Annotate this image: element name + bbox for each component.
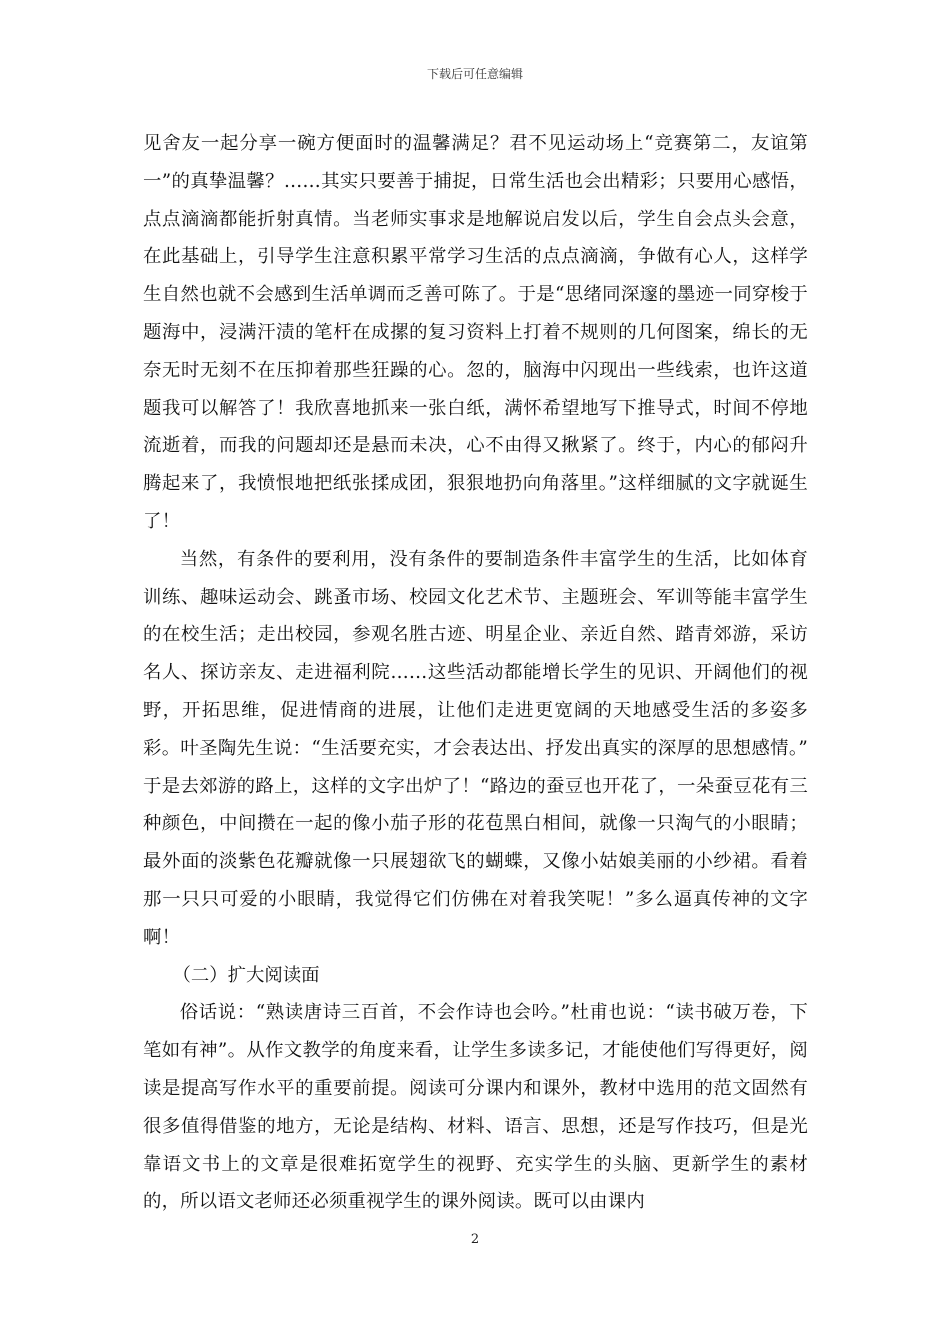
page-header: 下载后可任意编辑 bbox=[426, 67, 523, 81]
paragraph-reading: 俗话说：“熟读唐诗三百首，不会作诗也会吟。”杜甫也说：“读书破万卷，下笔如有神”。从作文教学的角度来看，让学生多读多记，才能使他们写得更好，阅读是提高写作水平的重要前提。阅读可分课内和课外，教材中选用的范文固然有很多值得借鉴的地方，无论是结构、材料、语言、思想，还是写作技巧，但是光靠语文书上的文章是很难拓宽学生的视野、充实学生的头脑、更新学生的素材的，所以语文老师还必须重视学生的课外阅读。既可以由课内 bbox=[143, 1002, 808, 1213]
document-body bbox=[143, 125, 808, 1221]
paragraph-continued: 见舍友一起分享一碗方便面时的温馨满足？君不见运动场上“竞赛第二，友谊第一”的真挚温馨？……其实只要善于捕捉，日常生活也会出精彩；只要用心感悟，点点滴滴都能折射真情。当老师实事求是地解说启发以后，学生自会点头会意，在此基础上，引导学生注意积累平常学习生活的点点滴滴，争做有心人，这样学生自然也就不会感到生活单调而乏善可陈了。于是“思绪同深邃的墨迹一同穿梭于题海中，浸满汗渍的笔杆在成摞的复习资料上打着不规则的几何图案，绵长的无奈无时无刻不在压抑着那些狂躁的心。忽的，脑海中闪现出一些线索，也许这道题我可以解答了！我欣喜地抓来一张白纸，满怀希望地写下推导式，时间不停地流逝着，而我的问题却还是悬而未决，心不由得又揪紧了。终于，内心的郁闷升腾起来了，我愤恨地把纸张揉成团，狠狠地扔向角落里。”这样细腻的文字就诞生了！ bbox=[143, 133, 808, 532]
section-heading: （二）扩大阅读面 bbox=[172, 964, 320, 986]
paragraph-enrich-life: 当然，有条件的要利用，没有条件的要制造条件丰富学生的生活，比如体育训练、趣味运动会、跳蚤市场、校园文化艺术节、主题班会、军训等能丰富学生的在校生活；走出校园，参观名胜古迹、明星企业、亲近自然、踏青郊游，采访名人、探访亲友、走进福利院……这些活动都能增长学生的见识、开阔他们的视野，开拓思维，促进情商的进展，让他们走进更宽阔的天地感受生活的多姿多彩。叶圣陶先生说：“生活要充实，才会表达出、抒发出真实的深厚的思想感情。” 于是去郊游的路上，这样的文字出炉了！“路边的蚕豆也开花了，一朵蚕豆花有三种颜色，中间攒在一起的像小茄子形的花苞黑白相间，就像一只淘气的小眼睛；最外面的淡紫色花瓣就像一只展翅欲飞的蝴蝶，又像小姑娘美丽的小纱裙。看着那一只只可爱的小眼睛，我觉得它们仿佛在对着我笑呢！”多么逼真传神的文字啊！ bbox=[143, 548, 808, 948]
page-number: 2 bbox=[470, 1232, 480, 1247]
